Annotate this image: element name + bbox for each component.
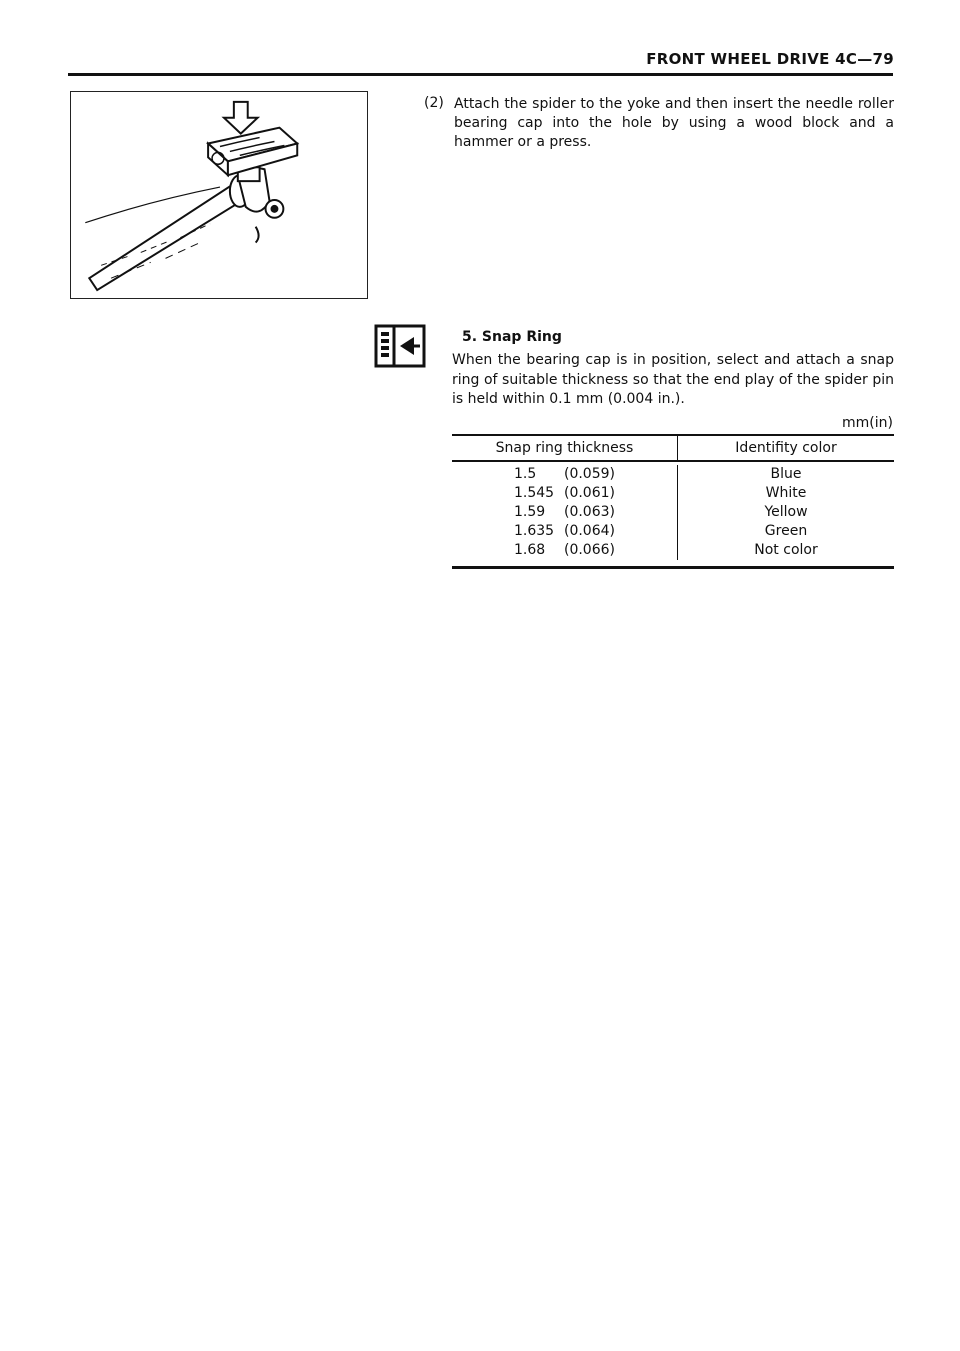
driveshaft-yoke-drawing — [71, 92, 367, 298]
table-row — [452, 484, 677, 503]
section-heading: 5. Snap Ring — [462, 329, 562, 345]
table-header-row — [452, 436, 894, 462]
thickness-inch: (0.063) — [563, 504, 615, 520]
table-row — [452, 522, 677, 541]
color-column — [677, 465, 894, 560]
header-rule — [68, 73, 893, 76]
identity-color-cell: Yellow — [764, 504, 808, 520]
header-identity-color: Identifity color — [677, 436, 894, 460]
thickness-mm: 1.635 — [513, 523, 555, 539]
step-instruction: Attach the spider to the yoke and then insert the needle roller bearing cap into the hole by using a wood block and a hammer or a press. — [454, 96, 894, 150]
table-body — [452, 462, 894, 566]
identity-color-cell: Green — [764, 523, 808, 539]
bearing-cap-illustration — [70, 91, 368, 299]
table-row — [452, 465, 677, 484]
thickness-mm: 1.545 — [513, 485, 555, 501]
service-reassembly-icon — [374, 324, 426, 368]
thickness-inch: (0.064) — [563, 523, 615, 539]
page-header-title: FRONT WHEEL DRIVE 4C—79 — [646, 50, 894, 68]
thickness-inch: (0.059) — [563, 466, 615, 482]
table-unit-label: mm(in) — [842, 415, 893, 431]
table-row — [452, 541, 677, 560]
table-row — [452, 503, 677, 522]
step-number: (2) — [424, 95, 444, 111]
header-thickness: Snap ring thickness — [495, 440, 634, 456]
section-body: When the bearing cap is in position, select and attach a snap ring of suitable thickness so that the end play of the spider pin is held within 0.1 mm (0.004 in.). — [452, 352, 894, 407]
identity-color-cell: Blue — [770, 466, 802, 482]
identity-color-cell: White — [765, 485, 807, 501]
thickness-mm: 1.5 — [513, 466, 537, 482]
identity-color-cell: Not color — [754, 542, 818, 558]
thickness-mm: 1.68 — [513, 542, 546, 558]
thickness-inch: (0.061) — [563, 485, 615, 501]
thickness-column — [452, 465, 677, 560]
snap-ring-spec-table — [452, 434, 894, 569]
thickness-inch: (0.066) — [563, 542, 615, 558]
thickness-mm: 1.59 — [513, 504, 546, 520]
